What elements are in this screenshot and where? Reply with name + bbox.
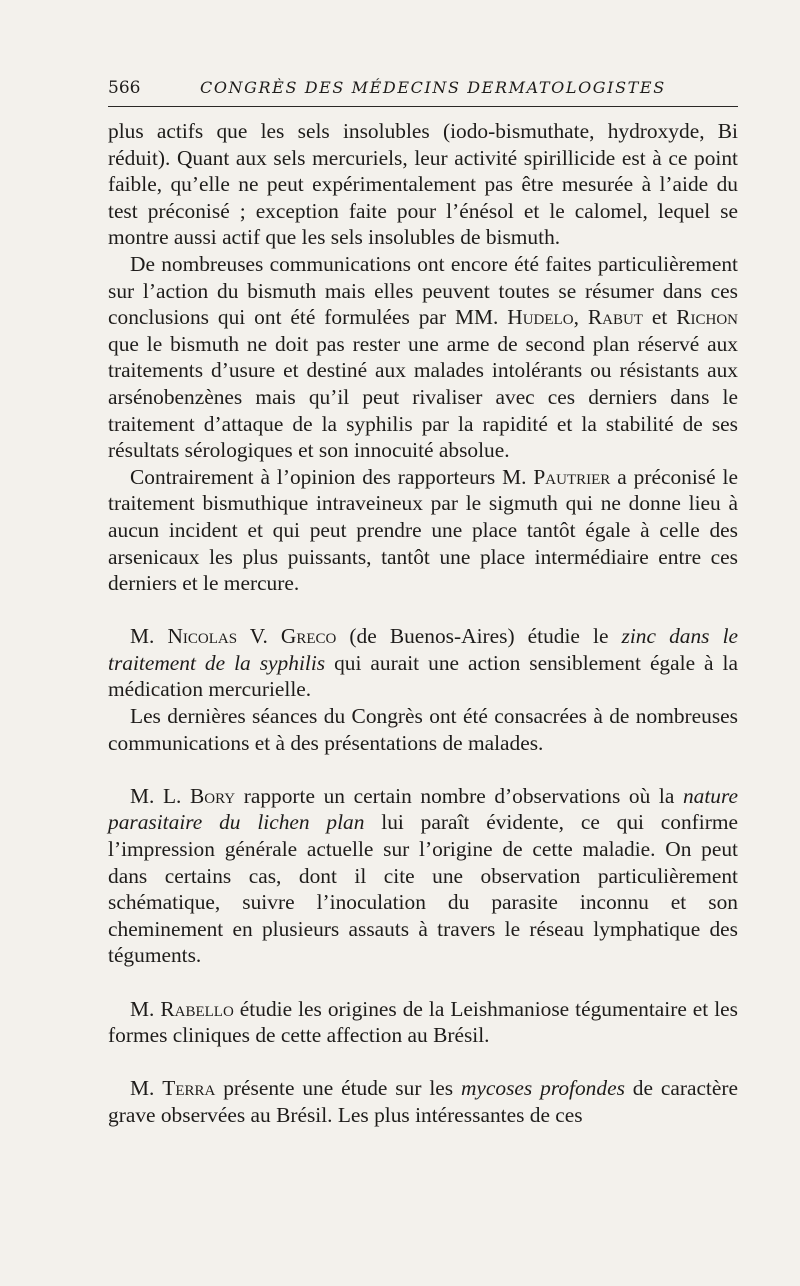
paragraph-8	[108, 1075, 738, 1128]
author-name: Terra	[162, 1076, 216, 1101]
body-text	[108, 118, 738, 1129]
running-title: CONGRÈS DES MÉDECINS DERMATOLOGISTES	[200, 78, 666, 97]
author-name: Rabello	[160, 996, 234, 1021]
paragraph-text: Les dernières séances du Congrès ont été consacrées à de nombreuses communications et à des présentations de malades.	[108, 704, 738, 755]
paragraph-7	[108, 996, 738, 1049]
text-run: M.	[130, 624, 168, 649]
author-name: Bory	[190, 783, 236, 808]
page-number: 566	[108, 78, 141, 98]
italic-term: mycoses profondes	[460, 1076, 625, 1101]
text-run: et	[642, 305, 677, 330]
author-name: Rabut	[587, 305, 643, 330]
text-run: ,	[573, 305, 588, 330]
text-run: présente une étude sur les	[215, 1076, 461, 1101]
paragraph-1	[108, 118, 738, 251]
text-run: de caractère grave observées au Brésil. Les plus intéressantes de ces	[108, 1076, 738, 1127]
author-name: Richon	[676, 305, 738, 330]
text-run: M.	[130, 996, 161, 1021]
text-run: M. L.	[130, 783, 190, 808]
paragraph-3	[108, 464, 738, 597]
text-run: M.	[130, 1076, 163, 1101]
paragraph-6	[108, 783, 738, 969]
paragraph-4	[108, 623, 738, 703]
text-run: De nombreuses communications ont encore été faites particulièrement sur l’action du bismuth mais elles peuvent toutes se résumer dans ces conclusions qui ont été formulées par MM.	[108, 251, 738, 330]
text-run: a préconisé le traitement bismuthique intraveineux par le sigmuth qui ne donne lieu à aucun incident et qui peut prendre une place tantôt égale à celle des arsenicaux les plus puissants, tantôt une place intermédiaire entre ces derniers et le mercure.	[108, 464, 738, 596]
author-name: Hudelo	[507, 305, 574, 330]
page-header	[108, 74, 738, 102]
author-name: Nicolas V. Greco	[167, 624, 337, 649]
header-rule	[108, 106, 738, 107]
italic-term: zinc dans le traitement de la syphilis	[108, 624, 738, 675]
paragraph-2	[108, 251, 738, 464]
text-run: (de Buenos-Aires) étudie le	[336, 624, 622, 649]
author-name: Pautrier	[533, 464, 611, 489]
text-run: qui aurait une action sensiblement égale à la médication mercurielle.	[108, 650, 738, 702]
paragraph-text: plus actifs que les sels insolubles (iodo-bismuthate, hydroxyde, Bi réduit). Quant aux sels mercuriels, leur activité spirillicide est à ce point faible, qu’elle ne peut expérimentalement pas être mesurée à l’aide du test préconisé ; exception faite pour l’énésol et le calomel, lequel se montre aussi actif que les sels insolubles de bismuth.	[108, 119, 738, 250]
text-run: lui paraît évidente, ce qui confirme l’impression générale actuelle sur l’origine de cette maladie. On peut dans certains cas, dont il cite une observation particulièrement schématique, suivre l’inoculation du parasite inconnu et son cheminement en plusieurs assauts à travers le réseau lymphatique des téguments.	[108, 810, 738, 968]
text-run: que le bismuth ne doit pas rester une arme de second plan réservé aux traitements d’usure et destiné aux malades intolérants ou résistants aux arsénobenzènes mais qu’il peut rivaliser avec ces derniers dans le traitement d’attaque de la syphilis par la rapidité et la stabilité de ses résultats sérologiques et son innocuité absolue.	[108, 331, 738, 463]
text-run: rapporte un certain nombre d’observations où la	[235, 783, 683, 808]
text-run: Contrairement à l’opinion des rapporteurs M.	[130, 464, 534, 489]
italic-term: nature parasitaire du lichen plan	[108, 783, 738, 835]
paragraph-5	[108, 703, 738, 756]
text-run: étudie les origines de la Leishmaniose tégumentaire et les formes cliniques de cette affection au Brésil.	[108, 996, 739, 1048]
